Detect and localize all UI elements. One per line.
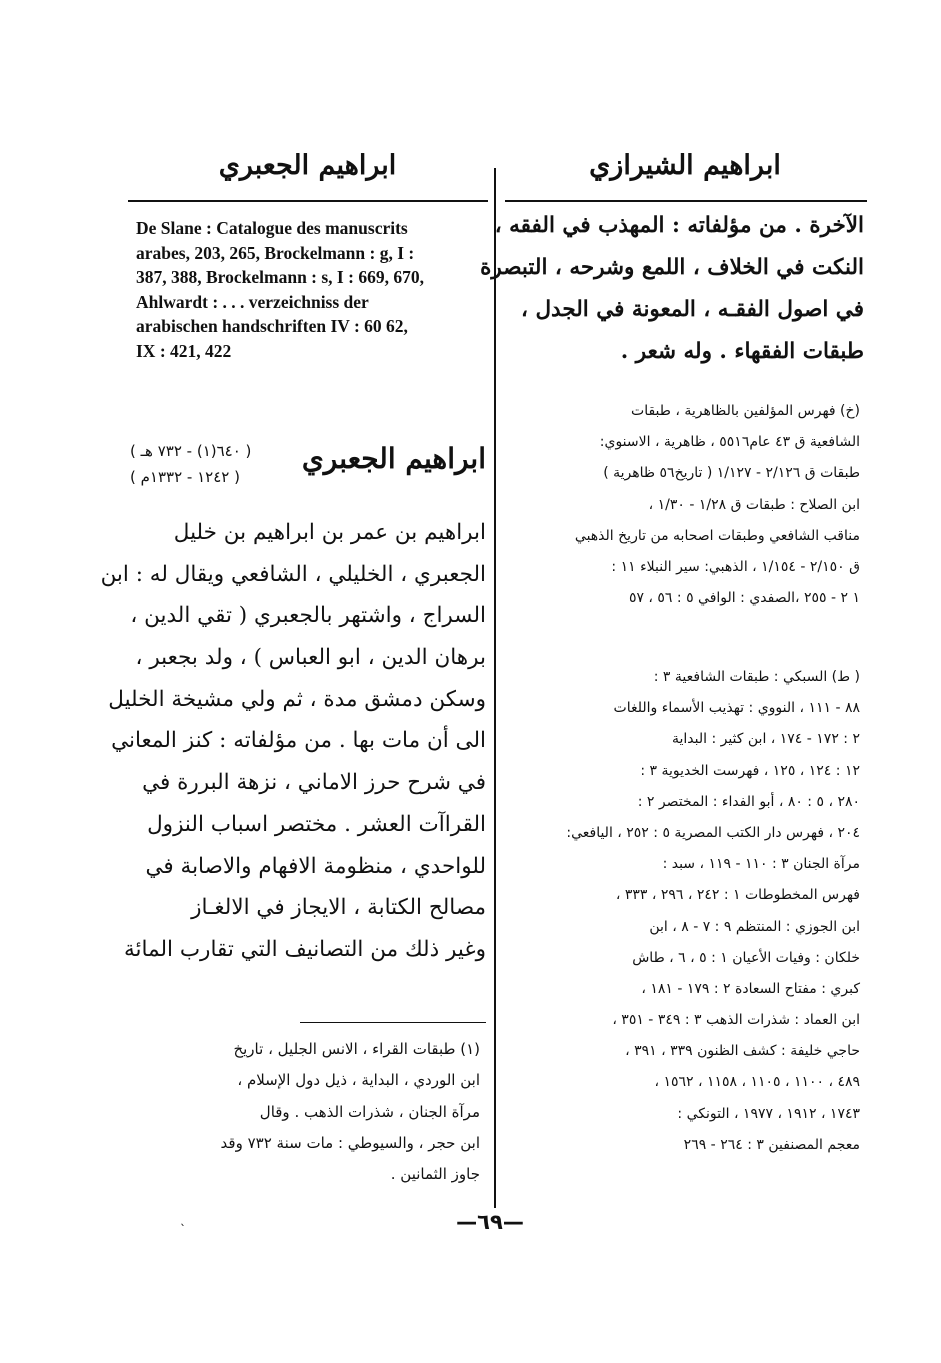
latin-line: arabes, 203, 265, Brockelmann : g, I : <box>136 242 415 263</box>
latin-line: Ahlwardt : . . . verzeichniss der <box>136 291 369 312</box>
entry-dates-hijri: ( ٦٤٠(١) - ٧٣٢ هـ ) <box>130 442 252 460</box>
body-line: ابراهيم بن عمر بن ابراهيم بن خليل <box>173 520 486 545</box>
intro-line: الآخرة . من مؤلفاته : المهذب في الفقه ، <box>494 213 864 238</box>
right-header-rule <box>505 200 867 202</box>
source-line: ( ط) السبكي : طبقات الشافعية ٣ : <box>653 669 860 685</box>
footnote-line: جاوز الثمانين . <box>390 1165 480 1184</box>
source-line: ١٢ : ١٢٤ ، ١٢٥ ، فهرست الخديوية ٣ : <box>640 762 860 779</box>
source-line: كبري : مفتاح السعادة ٢ : ١٧٩ - ١٨١ ، <box>641 980 860 997</box>
intro-line: طبقات الفقهاء . وله شعر . <box>620 339 864 364</box>
latin-line: arabischen handschriften IV : 60 62, <box>136 316 408 336</box>
ink-speck: ˎ <box>180 1212 186 1226</box>
source-line: فهرس المخطوطات ١ : ٢٤٢ ، ٢٩٦ ، ٣٣٣ ، <box>615 887 860 904</box>
intro-line: في اصول الفقـه ، المعونة في الجدل ، <box>521 297 864 322</box>
source-line: ١ ٢ - ٢٥٥ ،الصفدي : الوافي ٥ : ٥٦ ، ٥٧ <box>628 590 860 607</box>
sources-manuscripts <box>508 396 860 614</box>
intro-line: النكت في الخلاف ، اللمع وشرحه ، التبصرة <box>480 255 864 280</box>
source-line: ٨٨ - ١١١ ، النووي : تهذيب الأسماء واللغات <box>613 700 860 717</box>
footnote-line: ابن حجر ، والسيوطي : مات سنة ٧٣٢ وقد <box>220 1133 480 1152</box>
source-line: معجم المصنفين ٣ : ٢٦٤ - ٢٦٩ <box>683 1136 860 1153</box>
latin-line: 387, 388, Brockelmann : s, I : 669, 670, <box>136 267 424 287</box>
body-line: القراآت العشر . مختصر اسباب النزول <box>147 811 486 837</box>
source-line: ٢٠٤ ، فهرس دار الكتب المصرية ٥ : ٢٥٢ ، اليافعي: <box>566 824 860 841</box>
right-column-header: ابراهيم الشيرازي <box>589 150 781 181</box>
source-line: ٢٨٠ ، ٥ : ٨٠ ، أبو الفداء : المختصر ٢ : <box>637 793 860 810</box>
source-line: خلكان : وفيات الأعيان ١ : ٥ ، ٦ ، طاش <box>632 949 860 966</box>
body-line: وغير ذلك من التصانيف التي تقارب المائة <box>123 936 486 962</box>
entry-heading <box>130 438 486 494</box>
source-line: ابن العماد : شذرات الذهب ٣ : ٣٤٩ - ٣٥١ ، <box>612 1012 860 1029</box>
body-line: وسكن دمشق مدة ، ثم ولي مشيخة الخليل <box>108 686 486 712</box>
source-line: مناقب الشافعي وطبقات اصحابه من تاريخ الذهبي <box>574 527 860 544</box>
entry-dates <box>130 438 251 490</box>
body-line: للواحدي ، منظومة الافهام والاصابة في <box>145 853 486 879</box>
page-number: —٦٩— <box>456 1210 524 1234</box>
sources-printed <box>508 662 860 1161</box>
latin-bibliography <box>136 216 480 363</box>
right-intro <box>480 205 864 373</box>
source-line: ٢ : ١٧٢ - ١٧٤ ، ابن كثير : البداية <box>671 731 860 748</box>
left-column-header: ابراهيم الجعبري <box>218 150 397 181</box>
source-line: ابن الصلاح : طبقات ق ١/٢٨ - ١/٣٠ ، <box>648 496 860 513</box>
body-line: في شرح حرز الاماني ، نزهة البررة في <box>142 770 486 796</box>
footnote-line: (١) طبقات القراء ، الانس الجليل ، تاريخ <box>233 1040 480 1058</box>
entry-body <box>100 512 486 971</box>
latin-line: IX : 421, 422 <box>136 340 232 361</box>
footnote <box>130 1034 480 1190</box>
left-header-rule <box>128 200 488 202</box>
source-line: (خ) فهرس المؤلفين بالظاهرية ، طبقات <box>631 403 860 419</box>
source-line: ابن الجوزي : المنتظم ٩ : ٧ - ٨ ، ابن <box>649 918 860 935</box>
footnote-line: مرآة الجنان ، شذرات الذهب . وقال <box>259 1102 480 1121</box>
source-line: ق ٢/١٥٠ - ١/١٥٤ ، الذهبي: سير النبلاء ١١ : <box>611 558 860 575</box>
source-line: طبقات ق ٢/١٢٦ - ١/١٢٧ ( تاريخ٥٦ ظاهرية ) <box>603 465 860 482</box>
body-line: مصالح الكتابة ، الايجاز في الالغـاز <box>191 895 486 921</box>
source-line: مرآة الجنان ٣ : ١١٠ - ١١٩ ، سبد : <box>662 856 860 873</box>
body-line: الجعبري ، الخليلي ، الشافعي ويقال له : ابن <box>100 561 486 587</box>
body-line: الى أن مات بها . من مؤلفاته : كنز المعاني <box>111 728 486 754</box>
body-line: السراج ، واشتهر بالجعبري ( تقي الدين ، <box>130 603 486 629</box>
footnote-rule <box>300 1022 486 1023</box>
body-line: برهان الدين ، ابو العباس ) ، ولد بجعبر ، <box>135 645 486 671</box>
source-line: ١٧٤٣ ، ١٩١٢ ، ١٩٧٧ ، التونكي : <box>677 1105 860 1122</box>
latin-line: De Slane : Catalogue des manuscrits <box>136 218 408 238</box>
entry-dates-gregorian: ( ١٢٤٢ - ١٣٣٢م ) <box>130 468 240 486</box>
source-line: حاجي خليفة : كشف الظنون ٣٣٩ ، ٣٩١ ، <box>625 1043 860 1060</box>
footnote-line: ابن الوردي ، البداية ، ذيل دول الإسلام ، <box>237 1071 480 1090</box>
entry-name: ابراهيم الجعبري <box>301 442 486 475</box>
column-divider <box>494 168 496 1208</box>
source-line: ٤٨٩ ، ١١٠٠ ، ١١٠٥ ، ١١٥٨ ، ١٥٦٢ ، <box>654 1074 860 1091</box>
source-line: الشافعية ق ٤٣ عام٥٥١٦ ، ظاهرية ، الاسنوي: <box>599 434 860 451</box>
